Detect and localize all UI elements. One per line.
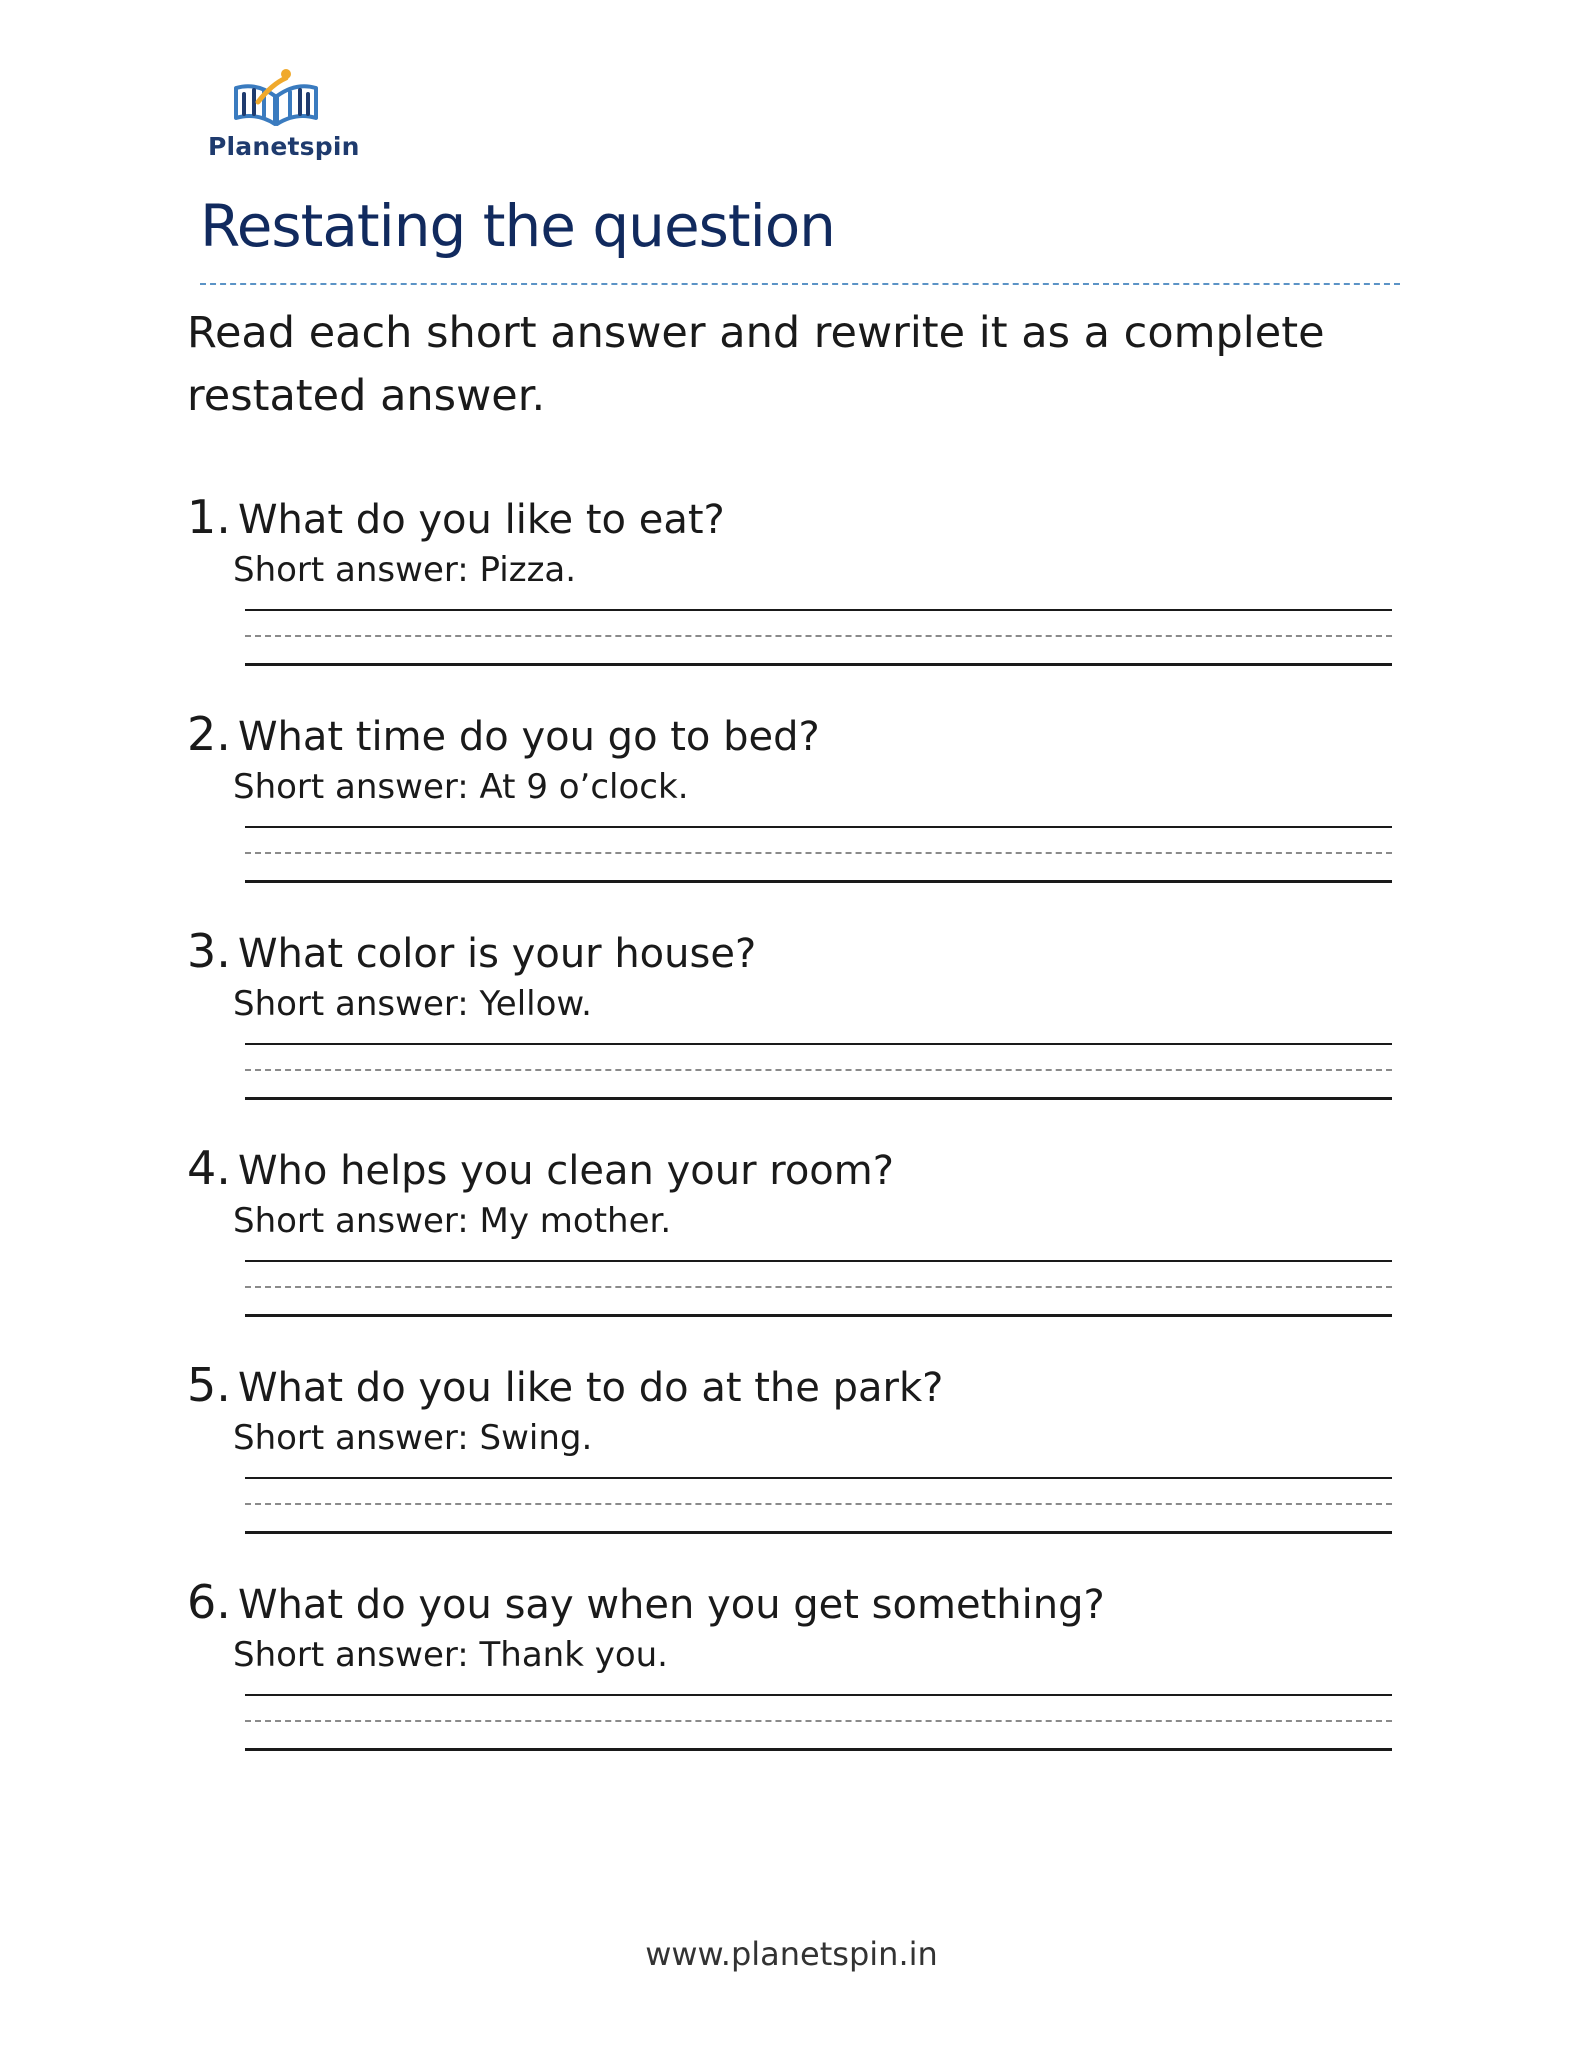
question-item [187,1358,1407,1575]
writing-line-midline [245,852,1392,854]
question-number: 1. [187,490,231,544]
writing-line-top [245,1694,1392,1696]
writing-line-midline [245,1069,1392,1071]
writing-lines [245,609,1392,665]
page-title: Restating the question [200,192,835,260]
question-item [187,1575,1407,1792]
question-text: What do you like to eat? [237,497,725,543]
question-line [187,1575,1105,1629]
writing-line-top [245,609,1392,611]
instructions-text: Read each short answer and rewrite it as a complete restated answer. [187,308,1325,421]
writing-line-midline [245,635,1392,637]
writing-lines [245,1260,1392,1316]
writing-line-top [245,1043,1392,1045]
brand-name: Planetspin [208,132,360,161]
question-text: What color is your house? [237,931,757,977]
question-item [187,490,1407,707]
writing-line-baseline [245,1097,1392,1100]
writing-line-baseline [245,1748,1392,1751]
question-number: 3. [187,924,231,978]
writing-lines [245,1477,1392,1533]
short-answer: Short answer: Thank you. [233,1635,668,1675]
question-line [187,1358,943,1412]
writing-line-midline [245,1286,1392,1288]
question-item [187,707,1407,924]
question-item [187,924,1407,1141]
question-text: What do you like to do at the park? [237,1365,944,1411]
short-answer: Short answer: My mother. [233,1201,672,1241]
question-number: 5. [187,1358,231,1412]
short-answer: Short answer: Pizza. [233,550,577,590]
question-list [187,490,1407,1792]
writing-line-top [245,1477,1392,1479]
question-line [187,707,820,761]
brand-logo [200,68,360,168]
writing-line-midline [245,1503,1392,1505]
writing-line-baseline [245,1531,1392,1534]
question-line [187,1141,894,1195]
writing-line-top [245,1260,1392,1262]
title-divider [200,283,1400,285]
question-number: 2. [187,707,231,761]
question-line [187,924,756,978]
question-text: What time do you go to bed? [237,714,820,760]
question-number: 4. [187,1141,231,1195]
question-line [187,490,725,544]
short-answer: Short answer: At 9 o’clock. [233,767,689,807]
question-text: Who helps you clean your room? [237,1148,894,1194]
writing-line-baseline [245,1314,1392,1317]
question-text: What do you say when you get something? [237,1582,1105,1628]
question-number: 6. [187,1575,231,1629]
open-book-logo-icon [228,68,324,130]
writing-line-baseline [245,880,1392,883]
writing-lines [245,1043,1392,1099]
writing-line-midline [245,1720,1392,1722]
short-answer: Short answer: Swing. [233,1418,593,1458]
short-answer: Short answer: Yellow. [233,984,592,1024]
writing-lines [245,1694,1392,1750]
footer-url: www.planetspin.in [645,1935,938,1973]
writing-line-baseline [245,663,1392,666]
question-item [187,1141,1407,1358]
writing-lines [245,826,1392,882]
writing-line-top [245,826,1392,828]
